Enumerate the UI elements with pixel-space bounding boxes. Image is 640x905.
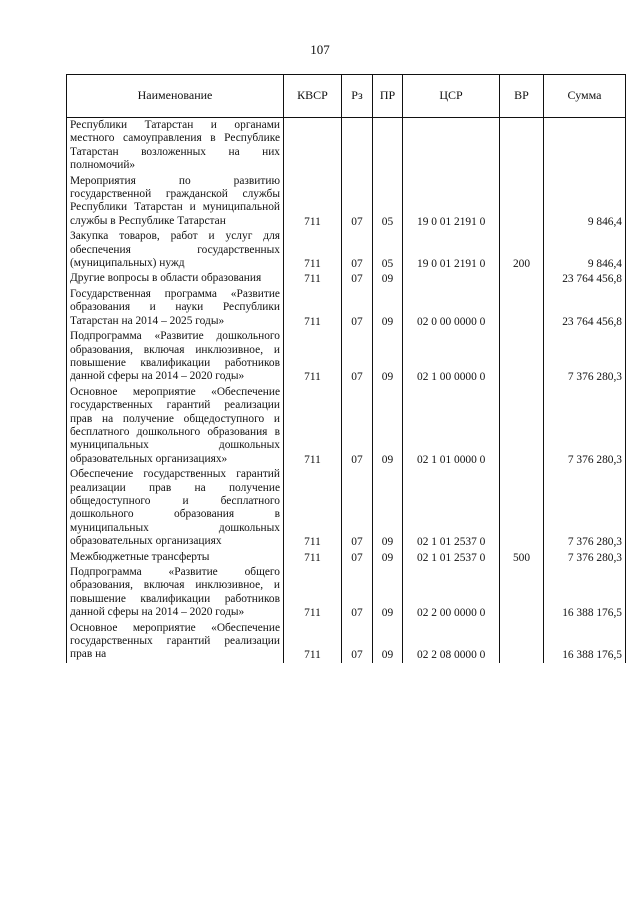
row-sum: 23 764 456,8 <box>544 271 626 286</box>
row-pr: 09 <box>373 565 403 621</box>
table-row <box>67 621 626 663</box>
row-kvsr: 711 <box>284 229 342 271</box>
row-csr <box>403 271 500 286</box>
row-pr <box>373 118 403 174</box>
row-kvsr: 711 <box>284 174 342 230</box>
row-csr: 02 2 00 0000 0 <box>403 565 500 621</box>
row-name: Республики Татарстан и органами местного самоуправления в Республике Татарстан возложенных на них полномочий» <box>67 118 284 174</box>
page-number: 107 <box>310 42 330 57</box>
table-row <box>67 565 626 621</box>
row-csr: 02 1 01 2537 0 <box>403 467 500 549</box>
row-name: Подпрограмма «Развитие дошкольного образования, включая инклюзивное, и повышение квалификации работников данной сферы на 2014 – 2020 годы» <box>67 329 284 385</box>
table-row <box>67 118 626 174</box>
table-row <box>67 229 626 271</box>
row-name: Межбюджетные трансферты <box>67 550 284 565</box>
row-vr <box>500 565 544 621</box>
budget-table <box>66 74 626 663</box>
row-name: Государственная программа «Развитие образования и науки Республики Татарстан на 2014 – 2025 годы» <box>67 287 284 329</box>
row-kvsr: 711 <box>284 565 342 621</box>
row-pr: 09 <box>373 550 403 565</box>
row-pr: 09 <box>373 287 403 329</box>
row-csr <box>403 118 500 174</box>
row-vr <box>500 271 544 286</box>
row-kvsr: 711 <box>284 329 342 385</box>
row-sum: 23 764 456,8 <box>544 287 626 329</box>
row-rz: 07 <box>342 271 373 286</box>
table-row <box>67 467 626 549</box>
row-rz: 07 <box>342 229 373 271</box>
row-name: Подпрограмма «Развитие общего образования, включая инклюзивное, и повышение квалификации работников данной сферы на 2014 – 2020 годы» <box>67 565 284 621</box>
table-row <box>67 287 626 329</box>
row-vr <box>500 118 544 174</box>
column-header-kvsr: КВСР <box>284 75 342 118</box>
row-kvsr: 711 <box>284 550 342 565</box>
row-csr: 19 0 01 2191 0 <box>403 229 500 271</box>
row-sum <box>544 118 626 174</box>
row-kvsr: 711 <box>284 467 342 549</box>
row-vr <box>500 385 544 467</box>
row-vr: 200 <box>500 229 544 271</box>
row-name: Мероприятия по развитию государственной гражданской службы Республики Татарстан и муниципальной службы в Республике Татарстан <box>67 174 284 230</box>
row-kvsr: 711 <box>284 271 342 286</box>
column-header-csr: ЦСР <box>403 75 500 118</box>
row-name: Основное мероприятие «Обеспечение государственных гарантий реализации прав на <box>67 621 284 663</box>
row-rz: 07 <box>342 621 373 663</box>
row-rz: 07 <box>342 550 373 565</box>
column-header-vr: ВР <box>500 75 544 118</box>
row-name: Другие вопросы в области образования <box>67 271 284 286</box>
row-rz <box>342 118 373 174</box>
row-pr: 09 <box>373 467 403 549</box>
row-csr: 02 2 08 0000 0 <box>403 621 500 663</box>
table-row <box>67 550 626 565</box>
row-kvsr: 711 <box>284 385 342 467</box>
row-rz: 07 <box>342 467 373 549</box>
row-name: Закупка товаров, работ и услуг для обеспечения государственных (муниципальных) нужд <box>67 229 284 271</box>
row-csr: 19 0 01 2191 0 <box>403 174 500 230</box>
row-pr: 05 <box>373 229 403 271</box>
table-row <box>67 271 626 286</box>
row-csr: 02 1 01 0000 0 <box>403 385 500 467</box>
row-vr: 500 <box>500 550 544 565</box>
row-vr <box>500 287 544 329</box>
column-header-sum: Сумма <box>544 75 626 118</box>
row-kvsr: 711 <box>284 287 342 329</box>
row-vr <box>500 329 544 385</box>
row-csr: 02 0 00 0000 0 <box>403 287 500 329</box>
table-row <box>67 385 626 467</box>
row-rz: 07 <box>342 287 373 329</box>
row-sum: 16 388 176,5 <box>544 621 626 663</box>
row-rz: 07 <box>342 329 373 385</box>
row-vr <box>500 467 544 549</box>
row-rz: 07 <box>342 385 373 467</box>
table-row <box>67 329 626 385</box>
row-sum: 16 388 176,5 <box>544 565 626 621</box>
row-pr: 05 <box>373 174 403 230</box>
column-header-rz: Рз <box>342 75 373 118</box>
row-sum: 7 376 280,3 <box>544 385 626 467</box>
row-name: Основное мероприятие «Обеспечение государственных гарантий реализации прав на получение общедоступного и бесплатного дошкольного образования в муниципальных дошкольных образовательных организациях» <box>67 385 284 467</box>
row-sum: 7 376 280,3 <box>544 550 626 565</box>
row-vr <box>500 621 544 663</box>
row-name: Обеспечение государственных гарантий реализации прав на получение общедоступного и бесплатного дошкольного образования в муниципальных дошкольных образовательных организациях <box>67 467 284 549</box>
row-pr: 09 <box>373 385 403 467</box>
table-row <box>67 174 626 230</box>
row-kvsr: 711 <box>284 621 342 663</box>
row-csr: 02 1 01 2537 0 <box>403 550 500 565</box>
row-pr: 09 <box>373 271 403 286</box>
row-rz: 07 <box>342 565 373 621</box>
column-header-name: Наименование <box>67 75 284 118</box>
row-vr <box>500 174 544 230</box>
row-sum: 9 846,4 <box>544 174 626 230</box>
row-sum: 7 376 280,3 <box>544 467 626 549</box>
row-csr: 02 1 00 0000 0 <box>403 329 500 385</box>
table-header-row <box>67 75 626 118</box>
row-rz: 07 <box>342 174 373 230</box>
row-pr: 09 <box>373 329 403 385</box>
row-sum: 9 846,4 <box>544 229 626 271</box>
row-pr: 09 <box>373 621 403 663</box>
row-sum: 7 376 280,3 <box>544 329 626 385</box>
row-kvsr <box>284 118 342 174</box>
column-header-pr: ПР <box>373 75 403 118</box>
